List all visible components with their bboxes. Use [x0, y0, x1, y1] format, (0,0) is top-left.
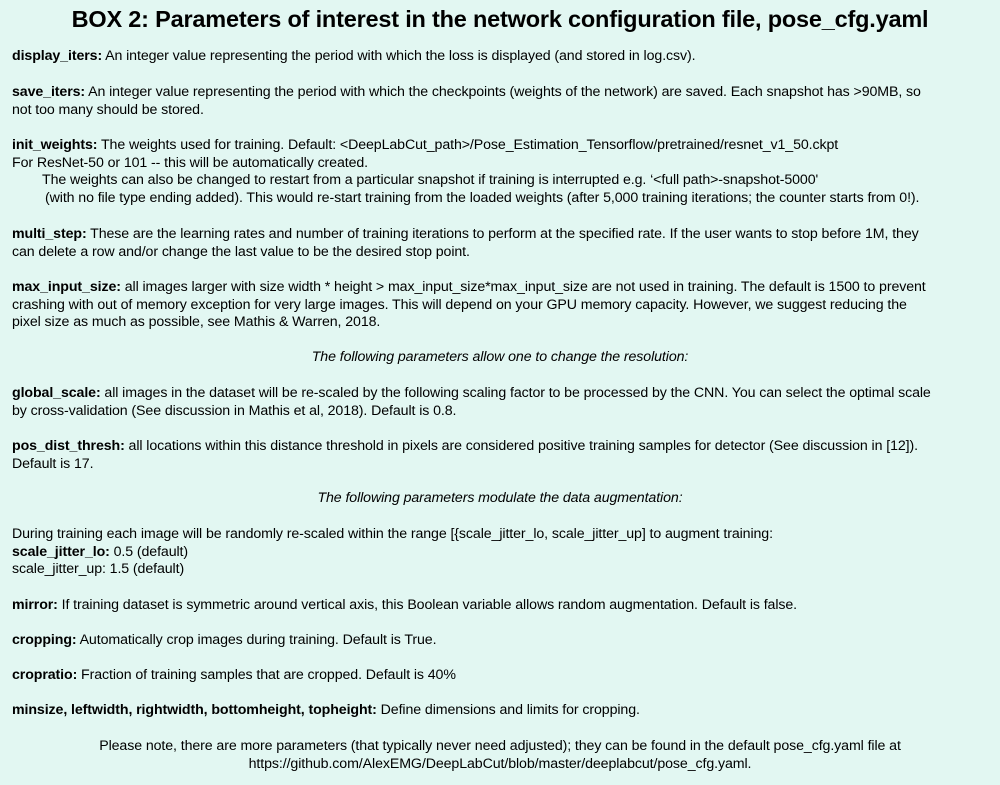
param-desc: If training dataset is symmetric around vertical axis, this Boolean variable allows random augmentation. Default is false. — [57, 597, 798, 613]
param-name: scale_jitter_lo: — [12, 543, 110, 560]
param-max-input-size — [12, 279, 992, 332]
augmentation-heading: The following parameters modulate the data augmentation: — [317, 490, 683, 506]
footer-link: https://github.com/AlexEMG/DeepLabCut/blob/master/deeplabcut/pose_cfg.yaml. — [248, 755, 752, 772]
param-desc-cont: Default is 17. — [12, 455, 94, 472]
param-desc: An integer value representing the period with which the checkpoints (weights of the network) are saved. Each snapshot has >90MB, so — [85, 84, 921, 100]
param-name: cropratio: — [12, 667, 78, 683]
param-cropping — [12, 632, 992, 650]
param-desc: An integer value representing the period with which the loss is displayed (and stored in log.csv). — [102, 48, 696, 64]
resolution-heading: The following parameters allow one to change the resolution: — [311, 349, 689, 365]
param-global-scale — [12, 385, 992, 420]
scale-jitter-intro: During training each image will be randomly re-scaled within the range [{scale_jitter_lo, scale_jitter_up] to augment training: — [12, 526, 773, 542]
param-name: multi_step: — [12, 226, 87, 242]
param-desc-cont: The weights can also be changed to restart from a particular snapshot if training is interrupted e.g. ‘<full path>-snapshot-5000' — [42, 172, 819, 189]
param-name: display_iters: — [12, 48, 103, 64]
param-desc: These are the learning rates and number of training iterations to perform at the specified rate. If the user wants to stop before 1M, they — [86, 226, 919, 242]
param-desc-cont: pixel size as much as possible, see Mathis & Warren, 2018. — [12, 314, 381, 331]
param-pos-dist-thresh — [12, 438, 992, 473]
param-desc: 0.5 (default) — [109, 543, 189, 560]
param-name: minsize, leftwidth, rightwidth, bottomheight, topheight: — [12, 702, 377, 718]
param-desc-cont: can delete a row and/or change the last value to be the desired stop point. — [12, 243, 470, 260]
param-crop-limits — [12, 702, 992, 720]
param-desc: The weights used for training. Default: <DeepLabCut_path>/Pose_Estimation_Tensorflow/pretrained/resnet_v1_50.ckpt — [97, 137, 839, 153]
param-desc: all images in the dataset will be re-scaled by the following scaling factor to be processed by the CNN. You can select the optimal scale — [100, 385, 931, 401]
param-save-iters — [12, 84, 992, 119]
param-desc: all images larger with size width * height > max_input_size*max_input_size are not used in training. The default is 1500 to prevent — [120, 279, 926, 295]
box-title: BOX 2: Parameters of interest in the network configuration file, pose_cfg.yaml — [71, 6, 929, 32]
param-desc-cont: For ResNet-50 or 101 -- this will be automatically created. — [12, 154, 369, 171]
param-desc: Define dimensions and limits for cropping. — [376, 702, 640, 718]
scale-jitter-up: scale_jitter_up: 1.5 (default) — [12, 561, 185, 578]
param-desc-cont: by cross-validation (See discussion in Mathis et al, 2018). Default is 0.8. — [12, 402, 457, 419]
param-scale-jitter — [12, 526, 992, 579]
param-desc-cont: (with no file type ending added). This would re-start training from the loaded weights (after 5,000 training iterations; the counter starts from 0!). — [45, 189, 920, 206]
param-multi-step — [12, 226, 992, 261]
param-name: max_input_size: — [12, 279, 121, 295]
param-name: init_weights: — [12, 137, 98, 153]
param-name: save_iters: — [12, 84, 86, 100]
footer-line: Please note, there are more parameters (that typically never need adjusted); they can be found in the default pose_cfg.yaml file at — [99, 738, 901, 754]
param-desc: Fraction of training samples that are cropped. Default is 40% — [77, 667, 456, 683]
footer-note — [0, 738, 1000, 773]
param-mirror — [12, 597, 992, 615]
param-desc: all locations within this distance threshold in pixels are considered positive training samples for detector (See discussion in [12]). — [124, 438, 918, 454]
param-init-weights — [12, 137, 992, 207]
param-name: pos_dist_thresh: — [12, 438, 125, 454]
param-cropratio — [12, 667, 992, 685]
param-desc-cont: crashing with out of memory exception for very large images. This will depend on your GPU memory capacity. However, we suggest reducing the — [12, 296, 907, 313]
param-name: cropping: — [12, 632, 77, 648]
param-name: mirror: — [12, 597, 58, 613]
param-desc-cont: not too many should be stored. — [12, 101, 204, 118]
param-name: global_scale: — [12, 385, 101, 401]
param-display-iters — [12, 48, 992, 66]
param-desc: Automatically crop images during training. Default is True. — [76, 632, 437, 648]
